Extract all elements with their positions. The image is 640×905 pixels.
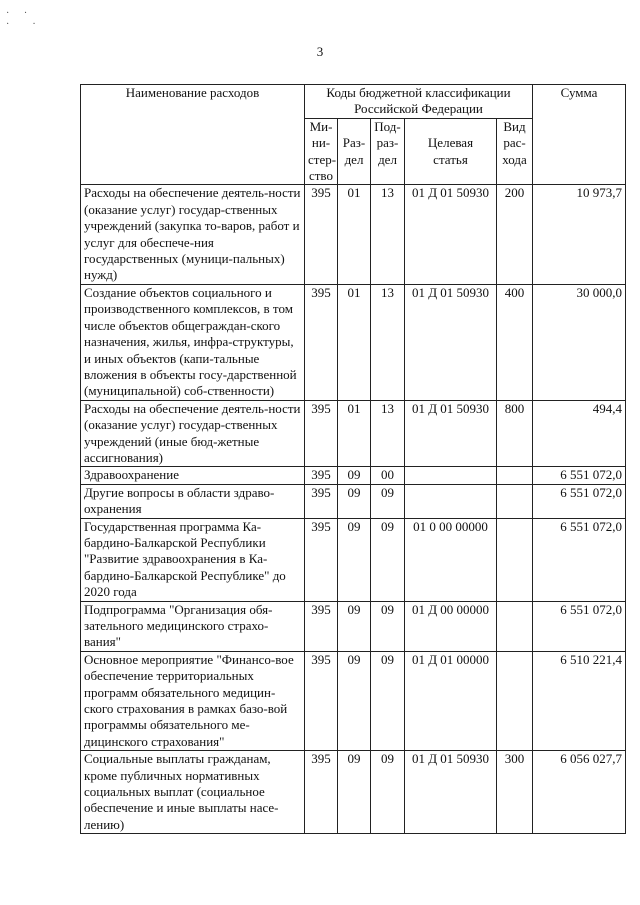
header-row-top xyxy=(81,85,626,119)
row-section: 09 xyxy=(338,484,371,518)
row-target: 01 Д 01 50930 xyxy=(405,284,497,400)
table-row xyxy=(81,484,626,518)
header-codes: Коды бюджетной классификации Российской Федерации xyxy=(305,85,533,119)
row-ministry: 395 xyxy=(305,518,338,601)
row-name: Основное мероприятие "Финансо-вое обеспечение территориальных программ обязательного медицин-ского страхования в рамках базо-вой программы обязательного ме-дицинского страхования" xyxy=(81,651,305,750)
table-row xyxy=(81,651,626,750)
row-sum: 6 551 072,0 xyxy=(533,518,626,601)
row-name: Государственная программа Ка-бардино-Балкарской Республики "Развитие здравоохранения в Ка-бардино-Балкарской Республике" до 2020 года xyxy=(81,518,305,601)
row-ministry: 395 xyxy=(305,284,338,400)
header-section: Раз- дел xyxy=(338,118,371,185)
row-ministry: 395 xyxy=(305,400,338,467)
row-sum: 6 551 072,0 xyxy=(533,467,626,484)
row-section: 09 xyxy=(338,751,371,834)
row-ministry: 395 xyxy=(305,185,338,284)
row-target: 01 Д 01 00000 xyxy=(405,651,497,750)
table-row xyxy=(81,467,626,484)
row-section: 09 xyxy=(338,601,371,651)
header-ministry: Ми- ни- стер- ство xyxy=(305,118,338,185)
header-subsection: Под- раз- дел xyxy=(371,118,405,185)
row-ministry: 395 xyxy=(305,484,338,518)
row-subsection: 09 xyxy=(371,484,405,518)
row-type xyxy=(497,518,533,601)
row-target: 01 Д 00 00000 xyxy=(405,601,497,651)
row-target: 01 0 00 00000 xyxy=(405,518,497,601)
row-sum: 494,4 xyxy=(533,400,626,467)
row-ministry: 395 xyxy=(305,651,338,750)
row-sum: 10 973,7 xyxy=(533,185,626,284)
header-sum: Сумма xyxy=(533,85,626,185)
row-name: Расходы на обеспечение деятель-ности (оказание услуг) государ-ственных учреждений (иные бюд-жетные ассигнования) xyxy=(81,400,305,467)
row-type xyxy=(497,651,533,750)
row-section: 01 xyxy=(338,185,371,284)
table-row xyxy=(81,518,626,601)
row-name: Расходы на обеспечение деятель-ности (оказание услуг) государ-ственных учреждений (закупка то-варов, работ и услуг для обеспече-ния государственных (муници-пальных) нужд) xyxy=(81,185,305,284)
row-name: Подпрограмма "Организация обя-зательного медицинского страхо-вания" xyxy=(81,601,305,651)
row-subsection: 09 xyxy=(371,751,405,834)
row-ministry: 395 xyxy=(305,467,338,484)
row-sum: 6 551 072,0 xyxy=(533,484,626,518)
row-section: 01 xyxy=(338,284,371,400)
header-name: Наименование расходов xyxy=(81,85,305,185)
row-subsection: 09 xyxy=(371,518,405,601)
row-subsection: 09 xyxy=(371,651,405,750)
row-type: 800 xyxy=(497,400,533,467)
row-name: Здравоохранение xyxy=(81,467,305,484)
header-target: Целевая статья xyxy=(405,118,497,185)
row-name: Создание объектов социального и производственного комплексов, в том числе объектов общеграждан-ского назначения, жилья, инфра-структуры, и иных объектов (капи-тальные вложения в объекты госу-дарственной (муниципальной) соб-ственности) xyxy=(81,284,305,400)
row-subsection: 00 xyxy=(371,467,405,484)
row-subsection: 13 xyxy=(371,284,405,400)
row-subsection: 09 xyxy=(371,601,405,651)
scan-specks: · · · · xyxy=(6,8,42,30)
row-type: 200 xyxy=(497,185,533,284)
row-target xyxy=(405,467,497,484)
row-section: 09 xyxy=(338,518,371,601)
row-sum: 30 000,0 xyxy=(533,284,626,400)
budget-table xyxy=(80,84,626,834)
row-type xyxy=(497,467,533,484)
table-row xyxy=(81,284,626,400)
row-type: 400 xyxy=(497,284,533,400)
page-number: 3 xyxy=(316,44,324,59)
row-ministry: 395 xyxy=(305,601,338,651)
row-target: 01 Д 01 50930 xyxy=(405,400,497,467)
row-target: 01 Д 01 50930 xyxy=(405,185,497,284)
table-row xyxy=(81,601,626,651)
row-target: 01 Д 01 50930 xyxy=(405,751,497,834)
row-subsection: 13 xyxy=(371,185,405,284)
row-section: 01 xyxy=(338,400,371,467)
table-row xyxy=(81,751,626,834)
row-target xyxy=(405,484,497,518)
row-sum: 6 056 027,7 xyxy=(533,751,626,834)
row-name: Социальные выплаты гражданам, кроме публичных нормативных социальных выплат (социальное обеспечение и иные выплаты насе-лению) xyxy=(81,751,305,834)
row-type xyxy=(497,601,533,651)
row-sum: 6 551 072,0 xyxy=(533,601,626,651)
row-subsection: 13 xyxy=(371,400,405,467)
row-name: Другие вопросы в области здраво-охранения xyxy=(81,484,305,518)
table-row xyxy=(81,400,626,467)
row-section: 09 xyxy=(338,467,371,484)
row-sum: 6 510 221,4 xyxy=(533,651,626,750)
row-type xyxy=(497,484,533,518)
row-type: 300 xyxy=(497,751,533,834)
header-type: Вид рас- хода xyxy=(497,118,533,185)
row-section: 09 xyxy=(338,651,371,750)
row-ministry: 395 xyxy=(305,751,338,834)
table-row xyxy=(81,185,626,284)
